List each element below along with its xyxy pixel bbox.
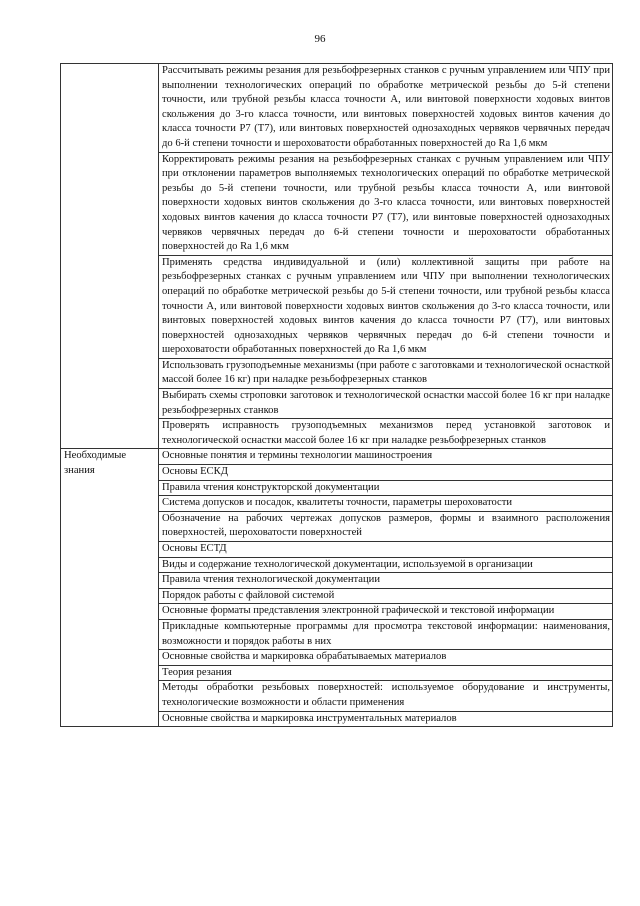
knowledge-item: Теория резания — [159, 665, 613, 681]
knowledge-item: Основы ЕСКД — [159, 465, 613, 481]
knowledge-item: Правила чтения технологической документации — [159, 573, 613, 589]
page-number: 96 — [314, 33, 326, 45]
knowledge-item: Основные свойства и маркировка инструментальных материалов — [159, 711, 613, 727]
skill-item: Корректировать режимы резания на резьбофрезерных станках с ручным управлением или ЧПУ при отклонении параметров выполняемых технологических операций по обработке метрической резьбы до 5-й степени точности, или трубной резьбы класса точности А, или винтовой поверхности ходовых винтов скольжения до 3-го класса точности, или винтовых поверхностей ходовых винтов качения до класса точности Р7 (Т7), или винтовые поверхностей однозаходных червяков червячных передач до 6-й степени точности и шероховатости обработанных поверхностей до Ra 1,6 мкм — [159, 152, 613, 255]
section-label-knowledge: Необходимые знания — [61, 449, 159, 727]
knowledge-item: Основные понятия и термины технологии машиностроения — [159, 449, 613, 465]
table-row — [61, 64, 613, 153]
skill-item: Использовать грузоподъемные механизмы (при работе с заготовками и технологической оснасткой массой более 16 кг) при наладке резьбофрезерных станков — [159, 358, 613, 388]
knowledge-item: Основные свойства и маркировка обрабатываемых материалов — [159, 650, 613, 666]
skill-item: Выбирать схемы строповки заготовок и технологической оснастки массой более 16 кг при наладке резьбофрезерных станков — [159, 389, 613, 419]
knowledge-item: Прикладные компьютерные программы для просмотра текстовой информации: наименования, возможности и порядок работы в них — [159, 619, 613, 649]
knowledge-item: Порядок работы с файловой системой — [159, 588, 613, 604]
requirements-table — [60, 63, 613, 727]
knowledge-item: Методы обработки резьбовых поверхностей: используемое оборудование и инструменты, технологические возможности и области применения — [159, 681, 613, 711]
knowledge-item: Основы ЕСТД — [159, 542, 613, 558]
section-label-skills — [61, 64, 159, 449]
knowledge-item: Основные форматы представления электронной графической и текстовой информации — [159, 604, 613, 620]
skill-item: Применять средства индивидуальной и (или) коллективной защиты при работе на резьбофрезерных станках с ручным управлением или ЧПУ при выполнении технологических операций по обработке метрической резьбы до 5-й степени точности, или трубной резьбы класса точности А, или винтовой поверхности ходовых винтов скольжения до 3-го класса точности, или винтовых поверхностей ходовых винтов качения до класса точности Р7 (Т7), или винтовых поверхностей однозаходных червяков червячных передач до 6-й степени точности и шероховатости обработанных поверхностей до Ra 1,6 мкм — [159, 255, 613, 358]
knowledge-item: Обозначение на рабочих чертежах допусков размеров, формы и взаимного расположения поверхностей, шероховатости поверхностей — [159, 511, 613, 541]
skill-item: Рассчитывать режимы резания для резьбофрезерных станков с ручным управлением или ЧПУ при выполнении технологических операций по обработке метрической резьбы до 5-й степени точности, или трубной резьбы класса точности А, или винтовой поверхности ходовых винтов скольжения до 3-го класса точности, или винтовых поверхностей ходовых винтов качения до класса точности Р7 (Т7), или винтовых поверхностей однозаходных червяков червячных передач до 6-й степени точности и шероховатости обработанных поверхностей до Ra 1,6 мкм — [159, 64, 613, 153]
knowledge-item: Правила чтения конструкторской документации — [159, 480, 613, 496]
skill-item: Проверять исправность грузоподъемных механизмов перед установкой заготовок и технологической оснастки массой более 16 кг при наладке резьбофрезерных станков — [159, 419, 613, 449]
knowledge-item: Система допусков и посадок, квалитеты точности, параметры шероховатости — [159, 496, 613, 512]
table-row — [61, 449, 613, 465]
knowledge-item: Виды и содержание технологической документации, используемой в организации — [159, 557, 613, 573]
